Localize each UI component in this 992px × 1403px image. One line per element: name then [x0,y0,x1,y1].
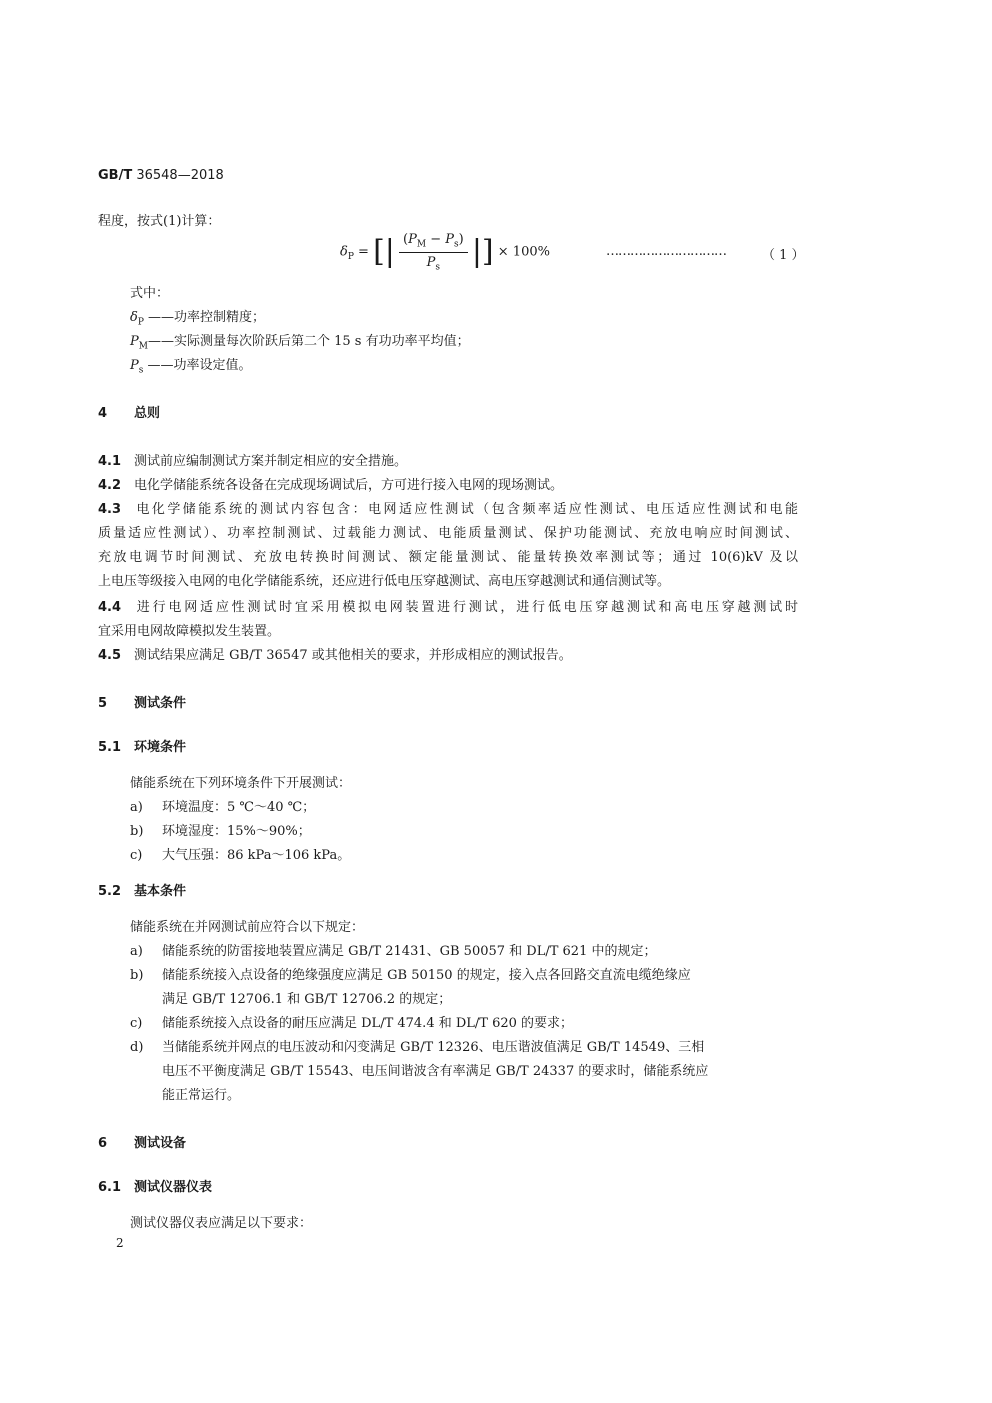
section-5-heading: 5 测试条件 [98,696,187,711]
section-6-1-lead: 测试仪器仪表应满足以下要求： [130,1216,313,1231]
section-5-2-heading: 5.2 基本条件 [98,884,187,899]
clause-4-2: 4.2 电化学储能系统各设备在完成现场调试后，方可进行接入电网的现场测试。 [98,478,564,493]
clause-4-3-line-3: 充放电调节时间测试、充放电转换时间测试、额定能量测试、能量转换效率测试等；通过 10(6)kV 及以 [98,550,798,565]
list-item-continuation: 满足 GB/T 12706.1 和 GB/T 12706.2 的规定； [162,992,452,1007]
right-bracket: |] [471,234,494,270]
list-item: c) 储能系统接入点设备的耐压应满足 DL/T 474.4 和 DL/T 620 的要求； [130,1016,574,1031]
section-4-heading: 4 总则 [98,406,161,421]
formula-lhs: δ [340,244,348,260]
section-6-1-heading: 6.1 测试仪器仪表 [98,1180,213,1195]
clause-4-3-line-2: 质量适应性测试）、功率控制测试、过载能力测试、电能质量测试、保护功能测试、充放电响应时间测试、 [98,526,798,541]
list-item: a) 储能系统的防雷接地装置应满足 GB/T 21431、GB 50057 和 DL/T 621 中的规定； [130,944,657,959]
definition-pm: $P_M——$实际测量每次阶跃后第二个 15 s 有功功率平均值； [130,334,470,352]
formula-number: （ 1 ） [762,248,805,263]
clause-4-4-line-2: 宜采用电网故障模拟发生装置。 [98,624,281,639]
list-item: a) 环境温度：5 ℃～40 ℃； [130,800,316,815]
list-item-continuation: 电压不平衡度满足 GB/T 15543、电压间谐波含有率满足 GB/T 24337 的要求时，储能系统应 [162,1064,709,1079]
formula-leader-dots: ………………………… [606,244,726,259]
intro-text: 程度，按式(1)计算： [98,214,221,229]
section-5-2-lead: 储能系统在并网测试前应符合以下规定： [130,920,365,935]
section-5-1-lead: 储能系统在下列环境条件下开展测试： [130,776,352,791]
list-item: b) 环境湿度：15%～90%； [130,824,311,839]
definition-ps: $P_s$ ——功率设定值。 [130,358,252,376]
clause-4-3-line-1: 4.3 电化学储能系统的测试内容包含：电网适应性测试（包含频率适应性测试、电压适应性测试和电能 [98,502,798,517]
fraction: $\frac{(P_M - P_s)}{P_s}$ [399,232,468,272]
clause-4-5: 4.5 测试结果应满足 GB/T 36547 或其他相关的要求，并形成相应的测试报告。 [98,648,572,663]
list-item: d) 当储能系统并网点的电压波动和闪变满足 GB/T 12326、电压谐波值满足 GB/T 14549、三相 [130,1040,705,1055]
list-item: b) 储能系统接入点设备的绝缘强度应满足 GB 50150 的规定，接入点各回路交直流电缆绝缘应 [130,968,691,983]
section-5-1-heading: 5.1 环境条件 [98,740,187,755]
definition-delta: $\delta_P$ ——功率控制精度； [130,310,266,328]
section-6-heading: 6 测试设备 [98,1136,187,1151]
clause-4-4-line-1: 4.4 进行电网适应性测试时宜采用模拟电网装置进行测试，进行低电压穿越测试和高电压穿越测试时 [98,600,798,615]
formula-1: $\delta_P$ = [| $\frac{(P_M - P_s)}{P_s}$ |] × 100% [340,232,550,273]
list-item: c) 大气压强：86 kPa～106 kPa。 [130,848,351,863]
page-number: 2 [116,1236,124,1250]
clause-4-3-line-4: 上电压等级接入电网的电化学储能系统，还应进行低电压穿越测试、高电压穿越测试和通信测试等。 [98,574,671,589]
list-item-continuation: 能正常运行。 [162,1088,241,1103]
clause-4-1: 4.1 测试前应编制测试方案并制定相应的安全措施。 [98,454,408,469]
where-label: 式中： [130,286,170,301]
standard-code: GB/T 36548—2018 [98,168,224,183]
left-bracket: [| [373,234,395,270]
